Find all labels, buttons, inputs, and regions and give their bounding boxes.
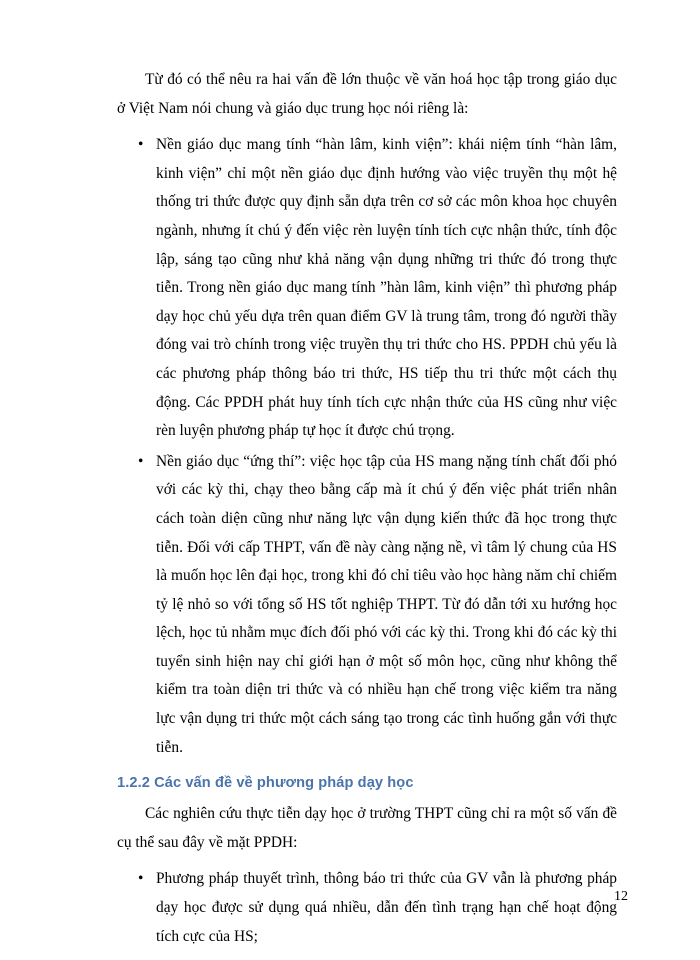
page-number: 12 — [614, 889, 628, 904]
spacer — [117, 857, 617, 863]
section-heading: 1.2.2 Các vấn đề về phương pháp dạy học — [117, 775, 414, 792]
list-item-text: Phương pháp thuyết trình, thông báo tri thức của GV vẫn là phương pháp dạy học được sử dụng quá nhiều, dẫn đến tình trạng hạn chế hoạt động tích cực của HS; — [156, 870, 617, 945]
bullet-icon: • — [138, 870, 144, 888]
page-content — [117, 66, 617, 951]
section-2-paragraph: Các nghiên cứu thực tiễn dạy học ở trường THPT cũng chỉ ra một số vấn đề cụ thể sau đây về mặt PPDH: — [117, 805, 617, 851]
bullet-list-section-1 — [117, 131, 617, 762]
bullet-list-section-2 — [117, 865, 617, 951]
bullet-icon: • — [138, 136, 144, 154]
spacer — [117, 762, 617, 772]
list-item-text: Nền giáo dục mang tính “hàn lâm, kinh viện”: khái niệm tính “hàn lâm, kinh viện” chỉ một nền giáo dục định hướng vào việc truyền thụ một hệ thống tri thức được quy định sẵn dựa trên cơ sở các môn khoa học chuyên ngành, nhưng ít chú ý đến việc rèn luyện tính tích cực nhận thức, tính độc lập, sáng tạo cũng như khả năng vận dụng những tri thức đó trong thực tiễn. Trong nền giáo dục mang tính ”hàn lâm, kinh viện” thì phương pháp dạy học chủ yếu dựa trên quan điểm GV là trung tâm, trong đó người thầy đóng vai trò chính trong việc truyền thụ tri thức cho HS. PPDH chủ yếu là các phương pháp thông báo tri thức, HS tiếp thu tri thức một cách thụ động. Các PPDH phát huy tính tích cực nhận thức của HS cũng như việc rèn luyện phương pháp tự học ít được chú trọng. — [156, 136, 617, 440]
bullet-icon: • — [138, 452, 144, 470]
list-item — [117, 131, 617, 446]
list-item — [117, 865, 617, 951]
spacer — [117, 123, 617, 129]
list-item — [117, 448, 617, 763]
intro-paragraph: Từ đó có thể nêu ra hai vấn đề lớn thuộc về văn hoá học tập trong giáo dục ở Việt Nam nói chung và giáo dục trung học nói riêng là: — [117, 71, 617, 117]
list-item-text: Nền giáo dục “ứng thí”: việc học tập của HS mang nặng tính chất đối phó với các kỳ thi, chạy theo bằng cấp mà ít chú ý đến việc phát triển nhân cách toàn diện cũng như năng lực vận dụng kiến thức đã học trong thực tiễn. Đối với cấp THPT, vấn đề này càng nặng nề, vì tâm lý chung của HS là muốn học lên đại học, trong khi đó chỉ tiêu vào học hàng năm chỉ chiếm tỷ lệ nhỏ so với tổng số HS tốt nghiệp THPT. Từ đó dẫn tới xu hướng học lệch, học tủ nhằm mục đích đối phó với các kỳ thi. Trong khi đó các kỳ thi tuyển sinh hiện nay chỉ giới hạn ở một số môn học, cũng như không thể kiểm tra toàn diện tri thức và có nhiều hạn chế trong việc kiểm tra năng lực vận dụng tri thức một cách sáng tạo trong các tình huống gắn với thực tiễn. — [156, 452, 617, 756]
